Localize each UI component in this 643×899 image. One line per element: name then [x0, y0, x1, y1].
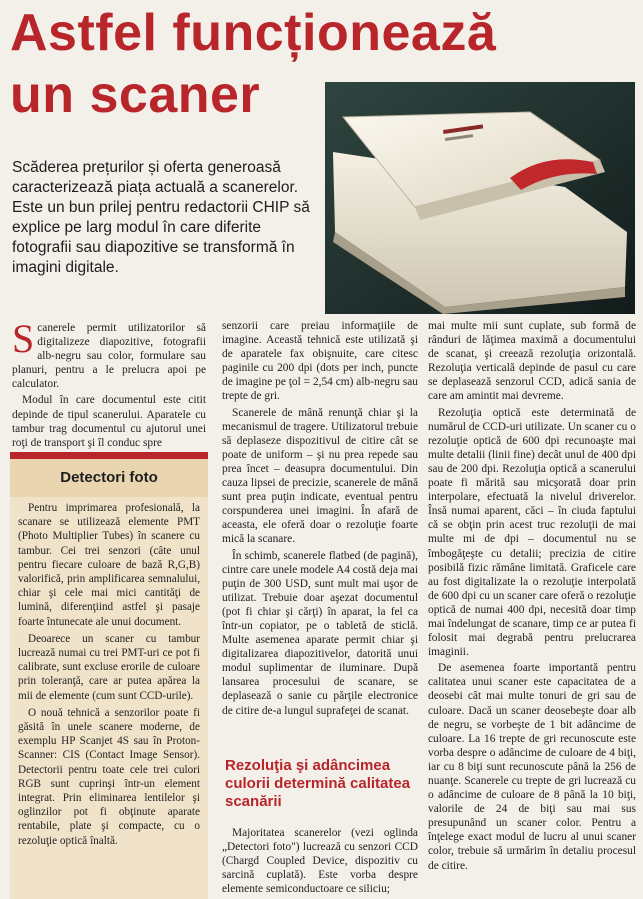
- sidebar-paragraph-2: Deoarece un scaner cu tambur lucrează numai cu trei PMT-uri ce pot fi calibrate, sunt excluse erorile de culoare prin toleranţă, care ar putea apărea la mii de elemente (cum sunt CCD-urile).: [18, 632, 200, 702]
- col2-paragraph-3: În schimb, scanerele flatbed (de pagină), cintre care unele modele A4 costă deja mai puţin de 300 USD, sunt mult mai uşor de utilizat. Trebuie doar aşezat documentul (pot fi chiar şi cărţi) în aparat, la fel ca într-un copiator, pe o tabletă de sticlă. Multe asemenea aparate permit chiar şi digitalizarea diapozitivelor, datorită unui modul suplimentar de iluminare. După lansarea procesului de scanare, se deplasează o sanie cu părţile electronice de citire de-a lungul suprafeţei de scanat.: [222, 549, 418, 717]
- article-lead: Scăderea prețurilor și oferta generoasă caracterizează piața actuală a scanerelor. Este un bun prilej pentru redactorii CHIP să explice pe larg modul în care diferite fotografii sau diapozitive se transformă în imagini digitale.: [12, 159, 310, 276]
- col3-paragraph-3: De asemenea foarte importantă pentru calitatea unui scaner este capacitatea de a deosebi cât mai multe tonuri de gri sau de culoare. Dacă un scaner deosebeşte doar alb de negru, se vorbeşte de 1 bit adâncime de culoare. La 16 trepte de gri recunoscute este vorba despre o adâncime de culoare de 4 biţi, iar cu 8 biţi sunt recunoscute până la 256 de nuanţe. Scanerele cu trepte de gri lucrează cu o adâncime de culoare de 8 până la 10 biţi, valorile de 24 de biţi sau mai sus presupunând un scaner color. Pentru a înţelege exact modul de lucru al unui scaner color, trebuie să urmărim în detaliu procesul de citire.: [428, 662, 636, 872]
- section-subheading: Rezoluţia şi adâncimea culorii determină calitatea scanării: [225, 757, 411, 810]
- col1-text-1: canerele permit utilizatorilor să digitalizeze diapozitive, fotografii alb-negru sau color, formulare sau planuri, pentru a le prelucra apoi pe calculator.: [12, 322, 206, 391]
- column-3: [428, 319, 636, 875]
- scanner-illustration: [325, 82, 635, 314]
- drop-cap: S: [12, 316, 35, 361]
- col2-paragraph-1: senzorii care preiau informaţiile de imagine. Această tehnică este utilizată şi de aparatele fax obişnuite, care citesc paginile cu 200 dpi (dots per inch, puncte de imagine pe ţol = 2,54 cm) alb-negru sau trepte de gri.: [222, 320, 418, 403]
- col1-paragraph-2: Modul în care documentul este citit depinde de tipul scanerului. Aparatele cu tambur trag documentul cu ajutorul unei roţi de transport şi îl conduc spre: [12, 394, 206, 449]
- col3-paragraph-2: Rezoluţia optică este determinată de numărul de CCD-uri utilizate. Un scaner cu o rezoluţie optică de 600 dpi recunoaşte mai multe detalii (linii fine) decât unul de 400 dpi sau de 200 dpi. Rezoluţia optică a scanerului poate fi mărită sau micşorată doar prin interpolare, efectuată la nivelul driverelor. Însă numai aparent, căci – în ciuda faptului că se obţin prin acest truc rezoluţii de mai multe mi de dpi – documentul nu se îmbogăţeşte cu detalii; precizia de citire posibilă fizic rămâne limitată. Graficele care au fost digitalizate la o rezoluţie interpolată de 600 dpi cu un scaner care oferă o rezoluţie optică de numai 400 dpi, necesită doar timp mai îndelungat de scanare, timp ce ar putea fi folosit mai degrabă pentru prelucrarea imaginii.: [428, 406, 636, 659]
- scanner-photo: [325, 82, 635, 314]
- col2-paragraph-2: Scanerele de mână renunţă chiar şi la mecanismul de tragere. Utilizatorul trebuie să deplaseze dispozitivul de citire cât se poate de uniform – şi nu prea repede sau prea încet – deasupra documentului. Din cauza lipsei de precizie, scanerele de mână sunt prea puţin indicate, eventual pentru corspunderea unei imagini. În afară de aceasta, ele oferă doar o rezoluţie foarte mică la scanare.: [222, 406, 418, 546]
- col2-paragraph-4: Majoritatea scanerelor (vezi oglinda „Detectori foto") lucrează cu senzori CCD (Chargd Coupled Device, dispozitiv cu sarcină cuplată). Este vorba despre elemente semiconductoare ce siliciu;: [222, 827, 418, 896]
- sidebar-body: [10, 497, 208, 848]
- sidebar-title: Detectori foto: [10, 452, 208, 497]
- col3-paragraph-1: mai multe mii sunt cuplate, sub formă de rânduri de lăţimea maximă a documentului de scanat, şi creează rezoluţia orizontală. Rezoluţia verticală depinde de pasul cu care se deplasează senzorul CCD, adică sania de care am amintit mai devreme.: [428, 320, 636, 403]
- sidebar-box: [10, 452, 208, 899]
- col1-paragraph-1: [12, 316, 206, 391]
- column-2-bottom: [222, 826, 418, 898]
- title-line-1: Astfel funcționează: [10, 4, 497, 62]
- sidebar-paragraph-3: O nouă tehnică a senzorilor poate fi găsită în unele scanere moderne, de exemplu HP Scanjet 4S sau în Proton-Scanner: CIS (Contact Image Sensor). Detectorii pentru toate cele trei culori RGB sunt cuprinşi într-un element integrat. Prin eliminarea lentilelor şi oglinzilor pot fi obţinute aparate rentabile, plate şi compacte, cu o rezoluţie optică înaltă.: [18, 706, 200, 847]
- title-line-2: un scaner: [10, 66, 261, 124]
- column-1: [12, 316, 206, 452]
- sidebar-paragraph-1: Pentru imprimarea profesională, la scanare se utilizează elemente PMT (Photo Multiplier Tubes) în scanere cu tambur. Cei trei senzori (câte unul pentru fiecare culoare de bază R,G,B) valorifică, prin amplificarea semnalului, chiar şi cele mai mici cantităţi de lumină, diferenţiind astfel şi pasaje foarte întunecate ale unui document.: [18, 502, 200, 628]
- column-2: [222, 319, 418, 720]
